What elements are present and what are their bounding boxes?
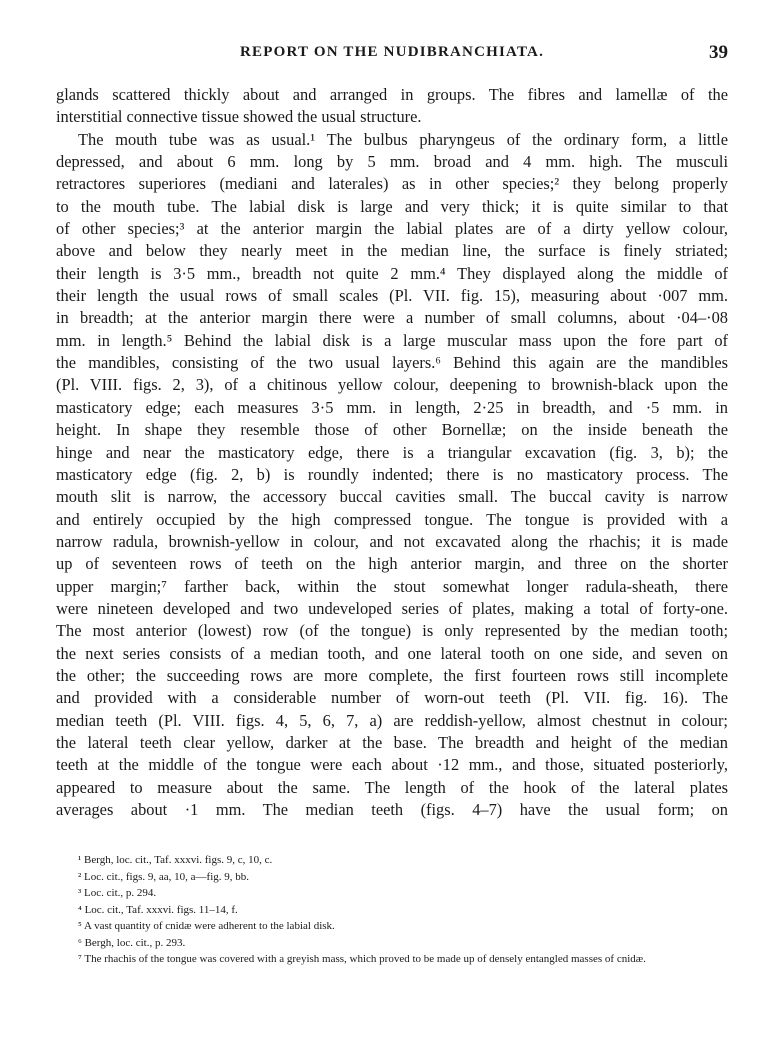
text-line: to the mouth tube. The labial disk is large and very thick; it is quite similar to that xyxy=(56,196,728,216)
text-line: The most anterior (lowest) row (of the tongue) is only represented by the median tooth; xyxy=(56,621,728,641)
text-line: of other species;³ at the anterior margin the labial plates are of a dirty yellow colour, xyxy=(56,219,728,239)
text-line: the next series consists of a median tooth, and one lateral tooth on one side, and seven on xyxy=(56,643,728,663)
text-line: mm. in length.⁵ Behind the labial disk is a large muscular mass upon the fore part of xyxy=(56,330,728,350)
text-line: the lateral teeth clear yellow, darker at the base. The breadth and height of the median xyxy=(56,732,728,752)
page-header xyxy=(56,44,728,70)
text-line: were nineteen developed and two undeveloped series of plates, making a total of forty-one. xyxy=(56,598,728,618)
text-line: appeared to measure about the same. The length of the hook of the lateral plates xyxy=(56,777,728,797)
footnote-1: ¹ Bergh, loc. cit., Taf. xxxvi. figs. 9, c, 10, c. xyxy=(78,854,273,866)
paragraph-1 xyxy=(56,84,728,129)
footnote-4: ⁴ Loc. cit., Taf. xxxvi. figs. 11–14, f. xyxy=(78,903,238,916)
footnote-6: ⁶ Bergh, loc. cit., p. 293. xyxy=(78,936,186,949)
text-line: teeth at the middle of the tongue were each about ·12 mm., and those, situated posteriorly, xyxy=(56,755,728,775)
footnotes xyxy=(56,852,728,968)
text-line: depressed, and about 6 mm. long by 5 mm. broad and 4 mm. high. The musculi xyxy=(56,152,728,172)
text-line: in breadth; at the anterior margin there were a number of small columns, about ·04–·08 xyxy=(56,308,728,328)
text-line: averages about ·1 mm. The median teeth (figs. 4–7) have the usual form; on xyxy=(56,800,728,819)
paragraph-2 xyxy=(56,129,728,822)
text-line: their length is 3·5 mm., breadth not quite 2 mm.⁴ They displayed along the middle of xyxy=(56,263,728,283)
running-title: REPORT ON THE NUDIBRANCHIATA. xyxy=(239,44,545,60)
text-line: height. In shape they resemble those of other Bornellæ; on the inside beneath the xyxy=(56,420,728,440)
text-line: mouth slit is narrow, the accessory buccal cavities small. The buccal cavity is narrow xyxy=(56,487,728,507)
footnote-7: ⁷ The rhachis of the tongue was covered with a greyish mass, which proved to be made up of densely entangled masses of cnidæ. xyxy=(78,953,646,965)
text-line: and entirely occupied by the high compressed tongue. The tongue is provided with a xyxy=(56,509,728,529)
text-line: the other; the succeeding rows are more complete, the first fourteen rows still incomplete xyxy=(56,665,728,685)
text-line: and provided with a considerable number of worn-out teeth (Pl. VII. fig. 16). The xyxy=(56,688,728,708)
footnote-3: ³ Loc. cit., p. 294. xyxy=(78,887,157,899)
text-line: glands scattered thickly about and arranged in groups. The fibres and lamellæ of the xyxy=(56,85,728,104)
text-line: upper margin;⁷ farther back, within the stout somewhat longer radula-sheath, there xyxy=(56,576,728,596)
body-text xyxy=(56,84,728,821)
text-line: masticatory edge (fig. 2, b) is roundly indented; there is no masticatory process. The xyxy=(56,464,728,484)
text-line: The mouth tube was as usual.¹ The bulbus pharyngeus of the ordinary form, a little xyxy=(78,129,728,149)
text-line: up of seventeen rows of teeth on the high anterior margin, and three on the shorter xyxy=(56,554,728,574)
text-line: (Pl. VIII. figs. 2, 3), of a chitinous yellow colour, deepening to brownish-black upon the xyxy=(56,375,728,395)
footnote-5: ⁵ A vast quantity of cnidæ were adherent to the labial disk. xyxy=(78,920,335,932)
text-line: median teeth (Pl. VIII. figs. 4, 5, 6, 7, a) are reddish-yellow, almost chestnut in colour; xyxy=(56,710,728,730)
text-line: the mandibles, consisting of the two usual layers.⁶ Behind this again are the mandibles xyxy=(56,353,728,373)
text-line: interstitial connective tissue showed the usual structure. xyxy=(56,107,422,127)
text-line: hinge and near the masticatory edge, there is a triangular excavation (fig. 3, b); the xyxy=(56,442,728,462)
footnote-2: ² Loc. cit., figs. 9, aa, 10, a—fig. 9, bb. xyxy=(78,870,250,883)
text-line: their length the usual rows of small scales (Pl. VII. fig. 15), measuring about ·007 mm. xyxy=(56,286,728,306)
text-line: above and below they nearly meet in the median line, the surface is finely striated; xyxy=(56,241,728,261)
text-line: narrow radula, brownish-yellow in colour, and not excavated along the rhachis; it is made xyxy=(56,531,728,551)
text-line: retractores superiores (mediani and laterales) as in other species;² they belong properly xyxy=(56,174,728,194)
page-number: 39 xyxy=(709,42,728,63)
text-line: masticatory edge; each measures 3·5 mm. in length, 2·25 in breadth, and ·5 mm. in xyxy=(56,397,728,417)
